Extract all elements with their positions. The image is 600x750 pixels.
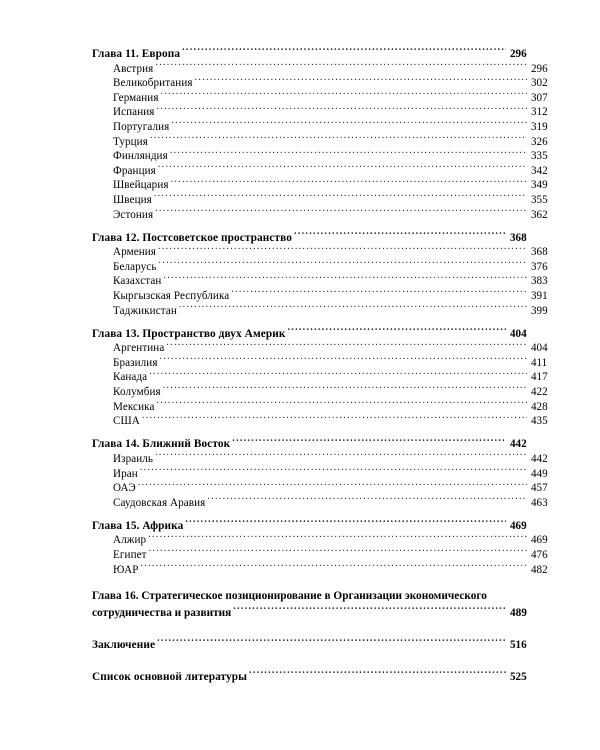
toc-sub-entry[interactable]: [92, 75, 555, 90]
toc-entry-page-number: 368: [510, 231, 527, 244]
toc-entry-title: Великобритания: [113, 77, 193, 90]
toc-chapter-entry[interactable]: [92, 589, 534, 620]
toc-entry-page-number: 391: [531, 290, 548, 302]
dot-leader: [294, 230, 505, 241]
toc-sub-entry[interactable]: [92, 547, 555, 562]
dot-leader: [157, 637, 505, 648]
dot-leader: [171, 177, 527, 188]
toc-entry-page-number: 428: [531, 400, 548, 413]
dot-leader: [138, 480, 527, 491]
toc-entry-page-number: 296: [510, 48, 527, 60]
toc-entry-title: Саудовская Аравия: [113, 496, 206, 509]
toc-entry-page-number: 422: [531, 386, 548, 399]
toc-sub-entry[interactable]: [92, 148, 555, 163]
toc-sub-entry[interactable]: [92, 303, 555, 318]
toc-entry-page-number: 442: [510, 438, 527, 451]
toc-entry-title: Глава 13. Пространство двух Америк: [92, 327, 286, 340]
dot-leader: [140, 466, 527, 477]
dot-leader: [160, 355, 527, 366]
toc-entry-page-number: 476: [531, 549, 548, 561]
toc-entry-title: Турция: [113, 135, 148, 148]
toc-entry-title: Испания: [113, 106, 155, 119]
toc-entry-page-number: 296: [531, 62, 548, 75]
dot-leader: [156, 399, 526, 410]
dot-leader: [154, 192, 527, 203]
toc-sub-entry[interactable]: [92, 413, 555, 428]
toc-sub-entry[interactable]: [92, 104, 555, 119]
dot-leader: [170, 148, 527, 159]
toc-entry-title: Эстония: [113, 208, 154, 221]
toc-entry-page-number: 404: [510, 327, 527, 340]
dot-leader: [232, 436, 505, 447]
toc-sub-entry[interactable]: [92, 480, 555, 495]
dot-leader: [148, 532, 526, 543]
toc-sub-entry[interactable]: [92, 273, 555, 288]
toc-sub-entry[interactable]: [92, 244, 555, 259]
toc-entry-title: сотрудничества и развития: [92, 606, 232, 619]
table-of-contents: [92, 46, 548, 683]
toc-sub-entry[interactable]: [92, 562, 555, 577]
toc-sub-entry[interactable]: [92, 532, 555, 547]
toc-entry-title: Аргентина: [113, 342, 165, 355]
dot-leader: [179, 303, 527, 314]
toc-chapter-entry[interactable]: [92, 518, 534, 533]
toc-entry-page-number: 411: [531, 356, 548, 369]
toc-entry-title: Иран: [113, 467, 138, 480]
toc-entry-page-number: 525: [510, 670, 527, 683]
dot-leader: [155, 451, 526, 462]
toc-sub-entry[interactable]: [92, 207, 555, 222]
toc-sub-entry[interactable]: [92, 466, 555, 481]
toc-sub-entry[interactable]: [92, 163, 555, 178]
toc-entry-page-number: 489: [510, 606, 527, 619]
dot-leader: [155, 61, 526, 72]
toc-chapter-entry[interactable]: [92, 46, 534, 61]
toc-entry-title: Бразилия: [113, 356, 158, 369]
toc-entry-page-number: 463: [531, 496, 548, 509]
toc-entry-title: Мексика: [113, 400, 155, 413]
toc-entry-page-number: 342: [531, 164, 548, 177]
dot-leader: [233, 605, 505, 616]
toc-entry-title: Канада: [113, 371, 148, 384]
toc-chapter-entry[interactable]: [92, 230, 534, 245]
toc-sub-entry[interactable]: [92, 384, 555, 399]
toc-entry-title: Швеция: [113, 193, 152, 206]
toc-entry-title: Казахстан: [113, 275, 162, 288]
toc-sub-entry[interactable]: [92, 134, 555, 149]
dot-leader: [158, 244, 526, 255]
toc-back-entry[interactable]: [92, 637, 534, 652]
toc-entry-title: Египет: [113, 549, 147, 561]
toc-sub-entry[interactable]: [92, 495, 555, 510]
toc-sub-entry[interactable]: [92, 451, 555, 466]
toc-entry-title: Список основной литературы: [92, 670, 248, 683]
toc-entry-page-number: 335: [531, 150, 548, 163]
toc-entry-title: Заключение: [92, 638, 156, 651]
toc-entry-page-number: 469: [510, 519, 527, 532]
dot-leader: [195, 75, 527, 86]
toc-sub-entry[interactable]: [92, 119, 555, 134]
toc-sub-entry[interactable]: [92, 259, 555, 274]
toc-entry-page-number: 312: [531, 106, 548, 119]
toc-back-entry[interactable]: [92, 669, 534, 684]
toc-entry-page-number: 302: [531, 77, 548, 90]
toc-entry-page-number: 404: [531, 342, 548, 355]
toc-entry-title: Германия: [113, 91, 159, 104]
dot-leader: [158, 163, 527, 174]
toc-sub-entry[interactable]: [92, 61, 555, 76]
toc-entry-page-number: 435: [531, 415, 548, 428]
toc-entry-title: Финляндия: [113, 150, 168, 163]
dot-leader: [166, 340, 526, 351]
toc-entry-page-number: 319: [531, 120, 548, 133]
dot-leader: [182, 46, 505, 57]
toc-entry-page-number: 368: [531, 246, 548, 259]
dot-leader: [156, 104, 526, 115]
dot-leader: [161, 90, 527, 101]
dot-leader: [249, 669, 505, 680]
dot-leader: [185, 518, 505, 529]
toc-entry-title: Глава 11. Европа: [92, 48, 181, 60]
dot-leader: [142, 413, 527, 424]
toc-sub-entry[interactable]: [92, 90, 555, 105]
toc-entry-page-number: 482: [531, 563, 548, 576]
dot-leader: [163, 273, 526, 284]
toc-entry-title: Франция: [113, 164, 156, 177]
dot-leader: [207, 495, 526, 506]
toc-entry-title: ОАЭ: [113, 482, 136, 495]
toc-entry-page-number: 383: [531, 275, 548, 288]
dot-leader: [231, 288, 526, 299]
dot-leader: [140, 562, 526, 573]
toc-entry-page-number: 349: [531, 179, 548, 192]
dot-leader: [149, 369, 526, 380]
toc-entry-page-number: 326: [531, 135, 548, 148]
toc-entry-title: Алжир: [113, 534, 147, 547]
toc-sub-entry[interactable]: [92, 369, 555, 384]
dot-leader: [171, 119, 526, 130]
toc-sub-entry[interactable]: [92, 355, 555, 370]
toc-entry-title: Глава 12. Постсоветское пространство: [92, 231, 293, 244]
toc-entry-title: США: [113, 415, 140, 428]
toc-entry-page-number: 469: [531, 534, 548, 547]
toc-entry-title: Кыргызская Республика: [113, 290, 230, 302]
toc-entry-page-number: 362: [531, 208, 548, 221]
dot-leader: [287, 326, 505, 337]
toc-sub-entry[interactable]: [92, 192, 555, 207]
toc-sub-entry[interactable]: [92, 288, 555, 303]
toc-entry-page-number: 307: [531, 91, 548, 104]
toc-entry-title: Португалия: [113, 120, 170, 133]
toc-entry-title: Армения: [113, 246, 157, 259]
toc-entry-page-number: 376: [531, 260, 548, 273]
toc-entry-title: Глава 15. Африка: [92, 519, 184, 532]
toc-entry-title: Швейцария: [113, 179, 169, 192]
toc-entry-title: ЮАР: [113, 563, 139, 576]
toc-chapter-entry[interactable]: [92, 326, 534, 341]
toc-entry-title: Таджикистан: [113, 304, 177, 317]
toc-entry-row: [92, 605, 534, 620]
toc-entry-page-number: 355: [531, 193, 548, 206]
dot-leader: [159, 259, 527, 270]
toc-sub-entry[interactable]: [92, 177, 555, 192]
toc-entry-title: Колумбия: [113, 386, 161, 399]
toc-entry-title: Австрия: [113, 62, 154, 75]
toc-entry-page-number: 449: [531, 467, 548, 480]
toc-entry-title: Беларусь: [113, 260, 157, 273]
toc-entry-title: Глава 14. Ближний Восток: [92, 438, 231, 451]
toc-entry-page-number: 399: [531, 304, 548, 317]
toc-sub-entry[interactable]: [92, 399, 555, 414]
toc-entry-title: Израиль: [113, 452, 154, 465]
dot-leader: [155, 207, 526, 218]
toc-chapter-entry[interactable]: [92, 436, 534, 451]
dot-leader: [149, 547, 527, 558]
toc-entry-page-number: 442: [531, 452, 548, 465]
toc-sub-entry[interactable]: [92, 340, 555, 355]
toc-entry-page-number: 417: [531, 371, 548, 384]
toc-entry-page-number: 516: [510, 638, 527, 651]
dot-leader: [163, 384, 527, 395]
dot-leader: [150, 134, 527, 145]
toc-entry-page-number: 457: [531, 482, 548, 495]
toc-entry-title: Глава 16. Стратегическое позиционирование в Организации экономического: [92, 590, 487, 603]
